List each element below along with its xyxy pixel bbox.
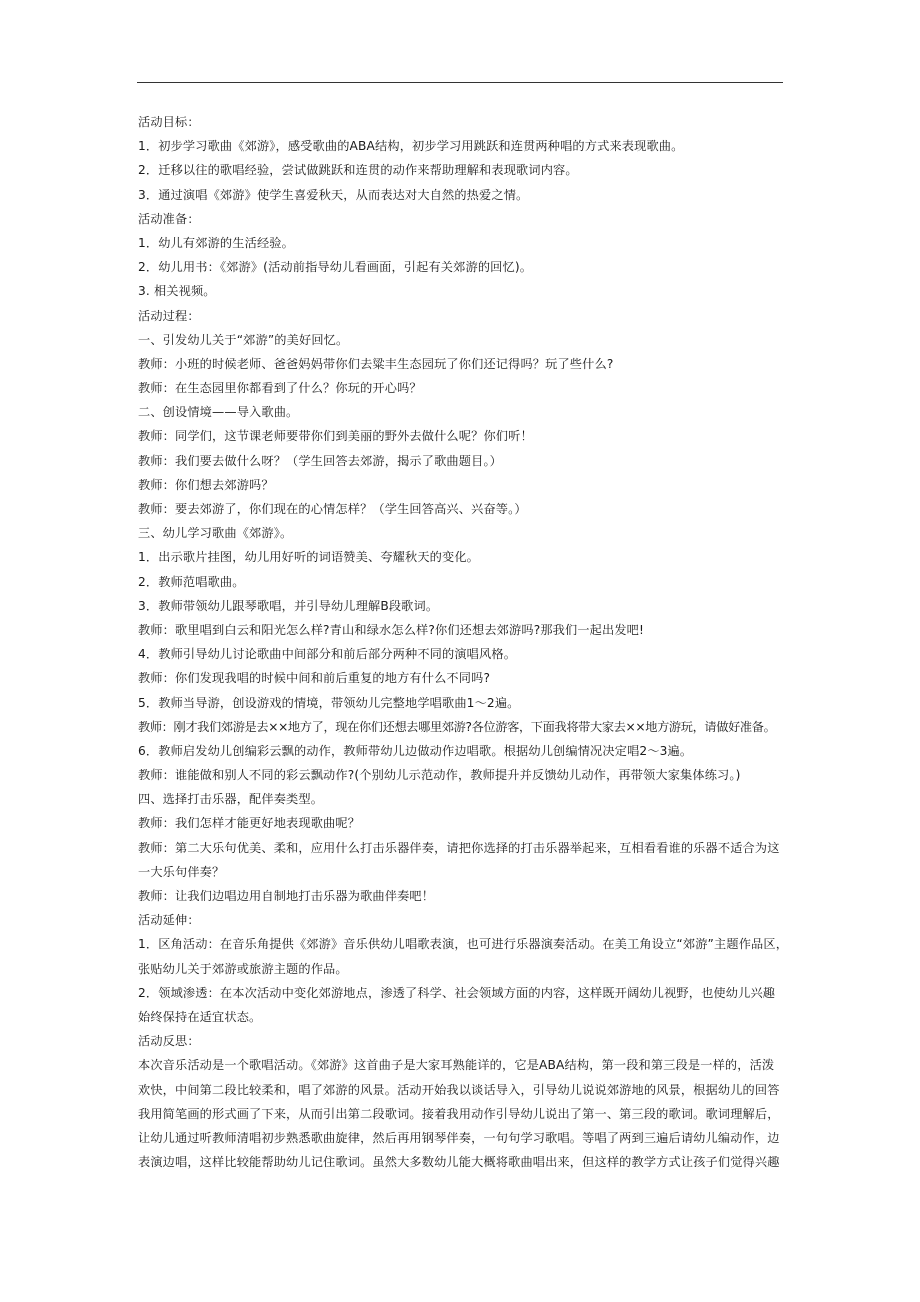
extension-heading: 活动延伸：	[138, 913, 200, 928]
section-title: 四、选择打击乐器，配伴奏类型。	[138, 792, 324, 807]
step-line: 3．教师带领幼儿跟琴歌唱，并引导幼儿理解B段歌词。	[138, 598, 439, 613]
dialogue-line: 教师：第二大乐句优美、柔和，应用什么打击乐器伴奏，请把你选择的打击乐器举起来，互相看看谁的乐器不适合为这	[138, 840, 780, 855]
extension-line: 1．区角活动：在音乐角提供《郊游》音乐供幼儿唱歌表演，也可进行乐器演奏活动。在美工角设立“郊游”主题作品区，	[138, 937, 789, 952]
process-heading: 活动过程：	[138, 308, 200, 323]
dialogue-line: 教师：我们怎样才能更好地表现歌曲呢？	[138, 816, 361, 831]
dialogue-line: 教师：在生态园里你都看到了什么？你玩的开心吗？	[138, 381, 422, 396]
dialogue-line: 教师：让我们边唱边用自制地打击乐器为歌曲伴奏吧！	[138, 889, 435, 903]
objective-item: 3．通过演唱《郊游》使学生喜爱秋天，从而表达对大自然的热爱之情。	[138, 187, 529, 202]
section-title: 二、创设情境——导入歌曲。	[138, 405, 299, 420]
step-line: 4．教师引导幼儿讨论歌曲中间部分和前后部分两种不同的演唱风格。	[138, 647, 517, 662]
dialogue-line: 教师：同学们，这节课老师要带你们到美丽的野外去做什么呢？你们听！	[138, 429, 533, 444]
preparation-item: 3. 相关视频。	[138, 284, 216, 299]
section-title: 三、幼儿学习歌曲《郊游》。	[138, 526, 293, 541]
dialogue-line: 教师：小班的时候老师、爸爸妈妈带你们去粱丰生态园玩了你们还记得吗？玩了些什么?	[138, 356, 614, 371]
dialogue-line: 教师：你们想去郊游吗？	[138, 477, 274, 492]
extension-line: 张贴幼儿关于郊游或旅游主题的作品。	[138, 961, 348, 976]
step-line: 1．出示歌片挂图，幼儿用好听的词语赞美、夸耀秋天的变化。	[138, 550, 480, 565]
reflection-line: 表演边唱，这样比较能帮助幼儿记住歌词。虽然大多数幼儿能大概将歌曲唱出来，但这样的教学方式让孩子们觉得兴趣	[138, 1155, 780, 1170]
reflection-line: 欢快，中间第二段比较柔和，唱了郊游的风景。活动开始我以谈话导入，引导幼儿说说郊游地的风景，根据幼儿的回答	[138, 1082, 780, 1097]
dialogue-line: 教师：要去郊游了，你们现在的心情怎样？（学生回答高兴、兴奋等。）	[138, 502, 527, 516]
dialogue-line: 教师：歌里唱到白云和阳光怎么样?青山和绿水怎么样?你们还想去郊游吗?那我们一起出发吧!	[138, 622, 645, 637]
dialogue-line: 教师：刚才我们郊游是去××地方了，现在你们还想去哪里郊游?各位游客，下面我将带大家去××地方游玩，请做好准备。	[138, 719, 776, 734]
reflection-heading: 活动反思：	[138, 1034, 200, 1049]
reflection-line: 本次音乐活动是一个歌唱活动。《郊游》这首曲子是大家耳熟能详的，它是ABA结构，第一段和第三段是一样的，活泼	[138, 1058, 775, 1073]
extension-line: 2．领域渗透：在本次活动中变化郊游地点，渗透了科学、社会领域方面的内容，这样既开阔幼儿视野，也使幼儿兴趣	[138, 985, 776, 1000]
document-body	[138, 110, 789, 1174]
dialogue-line: 一大乐句伴奏？	[138, 864, 225, 879]
dialogue-line: 教师：谁能做和别人不同的彩云飘动作?(个别幼儿示范动作，教师提升并反馈幼儿动作，再带领大家集体练习。)	[138, 768, 741, 783]
preparation-item: 2．幼儿用书：《郊游》(活动前指导幼儿看画面，引起有关郊游的回忆)。	[138, 260, 533, 275]
objective-item: 1．初步学习歌曲《郊游》，感受歌曲的ABA结构，初步学习用跳跃和连贯两种唱的方式来表现歌曲。	[138, 139, 684, 154]
reflection-line: 让幼儿通过听教师清唱初步熟悉歌曲旋律，然后再用钢琴伴奏，一句句学习歌唱。等唱了两到三遍后请幼儿编动作，边	[138, 1130, 780, 1145]
step-line: 2．教师范唱歌曲。	[138, 574, 245, 589]
section-title: 一、引发幼儿关于“郊游”的美好回忆。	[138, 332, 349, 347]
dialogue-line: 教师：你们发现我唱的时候中间和前后重复的地方有什么不同吗?	[138, 671, 491, 686]
objectives-heading: 活动目标：	[138, 115, 200, 129]
objective-item: 2．迁移以往的歌唱经验，尝试做跳跃和连贯的动作来帮助理解和表现歌词内容。	[138, 163, 578, 178]
preparation-item: 1．幼儿有郊游的生活经验。	[138, 235, 294, 250]
step-line: 5．教师当导游，创设游戏的情境，带领幼儿完整地学唱歌曲1～2遍。	[138, 695, 520, 710]
preparation-heading: 活动准备：	[138, 211, 200, 226]
reflection-line: 我用简笔画的形式画了下来，从而引出第二段歌词。接着我用动作引导幼儿说出了第一、第三段的歌词。歌词理解后，	[138, 1106, 780, 1121]
dialogue-line: 教师：我们要去做什么呀？（学生回答去郊游，揭示了歌曲题目。）	[138, 453, 503, 468]
header-rule	[137, 82, 783, 83]
step-line: 6．教师启发幼儿创编彩云飘的动作，教师带幼儿边做动作边唱歌。根据幼儿创编情况决定唱2～3遍。	[138, 743, 693, 758]
extension-line: 始终保持在适宜状态。	[138, 1009, 262, 1024]
